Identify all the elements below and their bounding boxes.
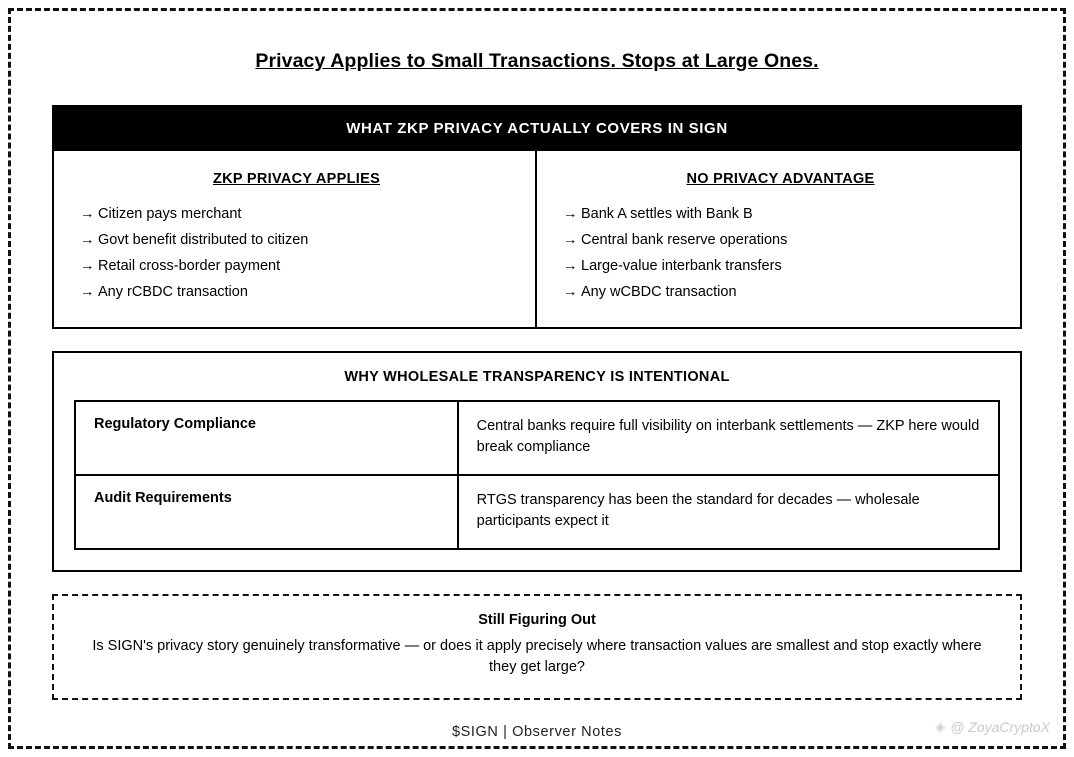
list-item-label: Bank A settles with Bank B [581,206,753,222]
list-item [80,279,513,305]
arrow-icon: → [80,258,95,275]
wholesale-transparency-title: WHY WHOLESALE TRANSPARENCY IS INTENTIONAL [344,369,730,386]
coverage-left-title: ZKP PRIVACY APPLIES [212,171,381,187]
coverage-right-title: NO PRIVACY ADVANTAGE [686,171,875,187]
wholesale-transparency-table [74,400,1000,550]
table-row [76,402,998,476]
list-item-label: Any rCBDC transaction [98,284,248,301]
arrow-icon: → [80,284,95,301]
still-figuring-out-text: Is SIGN's privacy story genuinely transformative — or does it apply precisely where transaction values are smallest and stop exactly where they get large? [92,638,982,676]
arrow-icon: → [563,232,578,249]
page-title: Privacy Applies to Small Transactions. Stops at Large Ones. [255,50,819,72]
coverage-column-no-privacy-advantage [537,151,1020,327]
footer-label: $SIGN | Observer Notes [451,724,623,741]
list-item [563,253,998,279]
coverage-header: WHAT ZKP PRIVACY ACTUALLY COVERS IN SIGN [54,107,1020,151]
still-figuring-out-section [52,594,1022,700]
table-cell-description: Central banks require full visibility on interbank settlements — ZKP here would break compliance [476,418,980,456]
watermark [935,719,1050,735]
table-cell-label: Audit Requirements [76,476,459,548]
list-item [563,227,998,253]
diamond-icon: ◈ [935,719,946,734]
list-item-label: Any wCBDC transaction [581,284,737,301]
list-item-label: Citizen pays merchant [98,206,242,222]
arrow-icon: → [563,206,578,222]
arrow-icon: → [80,232,95,249]
arrow-icon: → [563,284,578,301]
list-item [563,201,998,227]
still-figuring-out-title: Still Figuring Out [478,612,596,629]
table-cell-description: RTGS transparency has been the standard for decades — wholesale participants expect it [476,492,920,530]
list-item-label: Large-value interbank transfers [581,258,782,275]
table-row [76,476,998,548]
list-item-label: Central bank reserve operations [581,232,788,249]
list-item [80,201,513,227]
list-item-label: Govt benefit distributed to citizen [98,232,309,249]
watermark-handle: @ ZoyaCryptoX [950,719,1050,735]
coverage-column-privacy-applies [54,151,537,327]
list-item [80,227,513,253]
coverage-body [54,151,1020,327]
list-item [563,279,998,305]
list-item [80,253,513,279]
list-item-label: Retail cross-border payment [98,258,281,275]
coverage-section [52,105,1022,329]
slide-content [52,22,1022,740]
wholesale-transparency-section [52,351,1022,572]
table-cell-label: Regulatory Compliance [76,402,459,474]
arrow-icon: → [563,258,578,275]
arrow-icon: → [80,206,95,222]
